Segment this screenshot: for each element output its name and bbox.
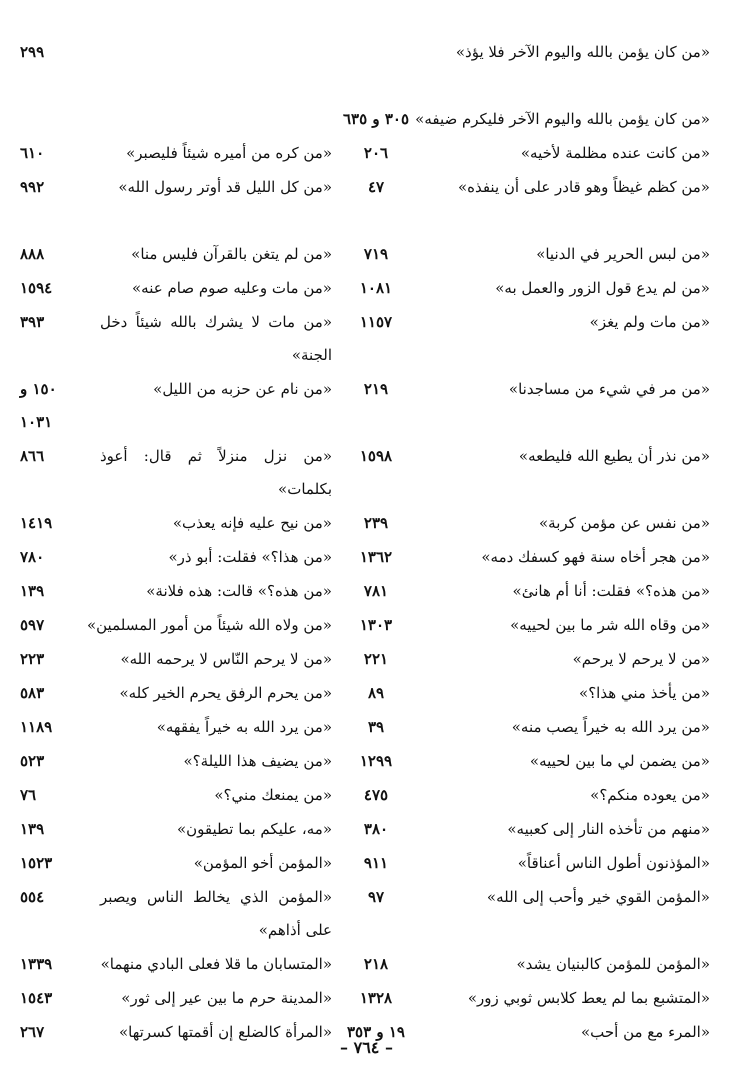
entry-number-left: ١٤١٩ xyxy=(20,514,53,532)
entry-number-left: ٢٦٧ xyxy=(20,1023,45,1041)
entry-number-right: ٤٧ xyxy=(367,178,385,196)
index-row xyxy=(20,131,710,165)
entry-number-left: ٣٩٣ xyxy=(20,313,45,331)
entry-text-left: «من يمنعك مني؟» xyxy=(214,786,332,804)
entry-text-left: «من نيح عليه فإنه يعذب» xyxy=(172,514,332,532)
entry-text-right: «من لبس الحرير في الدنيا» xyxy=(536,245,710,263)
entry-text-left: «من كره من أميره شيئاً فليصبر» xyxy=(126,144,332,162)
entry-text-right: «من مات ولم يغز» xyxy=(589,313,710,331)
index-row xyxy=(20,367,710,434)
entry-text-right: «من وقاه الله شر ما بين لحييه» xyxy=(510,616,710,634)
entry-text-left: «المرأة كالضلع إن أقمتها كسرتها» xyxy=(118,1023,332,1041)
entry-number-right: ١٣٠٣ xyxy=(359,616,393,634)
index-row xyxy=(20,705,710,739)
entry-number-right: ٣٨٠ xyxy=(363,820,389,838)
entry-text-right: «المتشبع بما لم يعط كلابس ثوبي زور» xyxy=(467,989,710,1007)
entry-text-left: «من ولاه الله شيئاً من أمور المسلمين» xyxy=(86,616,332,634)
entry-text-right: «من نفس عن مؤمن كربة» xyxy=(538,514,710,532)
entry-number-left: ١٣٩ xyxy=(20,820,45,838)
entry-text-left: «المؤمن أخو المؤمن» xyxy=(193,854,332,872)
entry-number-right: ٣٩ xyxy=(367,718,385,736)
entry-text-left: «من يحرم الرفق يحرم الخير كله» xyxy=(119,684,332,702)
entry-text-right: «من هذه؟» فقلت: أنا أم هانئ» xyxy=(512,582,710,600)
entry-number-right: ١١٥٧ xyxy=(359,313,393,331)
entry-text-right: «من يأخذ مني هذا؟» xyxy=(579,684,710,702)
entry-text-right: «من يرد الله به خيراً يصب منه» xyxy=(511,718,710,736)
entry-number-left: ٨٨٨ xyxy=(20,245,45,263)
index-row xyxy=(20,976,710,1010)
entry-number-left: ٢٢٣ xyxy=(20,650,45,668)
entry-text-right: «من هجر أخاه سنة فهو كسفك دمه» xyxy=(481,548,710,566)
entry-number-right: ٢٢١ xyxy=(363,650,389,668)
index-row xyxy=(20,165,710,232)
index-row xyxy=(20,603,710,637)
entry-number-right: ٧٨١ xyxy=(363,582,389,600)
index-row xyxy=(20,535,710,569)
entry-text-right: «من يضمن لي ما بين لحييه» xyxy=(529,752,710,770)
entry-number-left: ٥٢٣ xyxy=(20,752,45,770)
entry-text-right: «من كان يؤمن بالله واليوم الآخر فلا يؤذ» xyxy=(455,43,710,61)
index-row xyxy=(20,232,710,266)
entry-text-right: «من لا يرحم لا يرحم» xyxy=(572,650,710,668)
entry-number-right: ١٣٢٨ xyxy=(359,989,393,1007)
entry-number-left: ٧٦ xyxy=(20,786,37,804)
entry-number-left: ٧٨٠ xyxy=(20,548,45,566)
entry-number-right: ١٣٦٢ xyxy=(359,548,393,566)
entry-text-left: «من لا يرحم النّاس لا يرحمه الله» xyxy=(120,650,332,668)
entry-number-right: ٨٩ xyxy=(367,684,385,702)
entry-text-left: «المؤمن الذي يخالط الناس ويصبر على أذاهم» xyxy=(100,888,332,939)
entry-number-right: ١٢٩٩ xyxy=(359,752,393,770)
entry-number-left: ٩٩٢ xyxy=(20,178,45,196)
entry-number-right: ٢٠٦ xyxy=(363,144,389,162)
index-row xyxy=(20,807,710,841)
index-row xyxy=(20,97,710,131)
entry-number-left: ٦١٠ xyxy=(20,144,45,162)
entry-text-right: «من كانت عنده مظلمة لأخيه» xyxy=(520,144,710,162)
entry-number-right: ٤٧٥ xyxy=(363,786,389,804)
entry-number-left: ١١٨٩ xyxy=(20,718,53,736)
entry-number-right: ٧١٩ xyxy=(363,245,389,263)
entry-text-left: «من نام عن حزبه من الليل» xyxy=(153,380,332,398)
index-row xyxy=(20,637,710,671)
entry-text-left: «المتسابان ما قلا فعلى البادي منهما» xyxy=(100,955,332,973)
entry-number-left: ١٥٢٣ xyxy=(20,854,53,872)
index-row xyxy=(20,266,710,300)
entry-text-left: «من يرد الله به خيراً يفقهه» xyxy=(156,718,332,736)
entry-text-right: «من نذر أن يطيع الله فليطعه» xyxy=(518,447,710,465)
entry-text-left: «من مات لا يشرك بالله شيئاً دخل الجنة» xyxy=(100,313,332,364)
entry-text-left: «من هذه؟» قالت: هذه فلانة» xyxy=(146,582,332,600)
entry-text-left: «مه، عليكم بما تطيقون» xyxy=(176,820,332,838)
entry-text-right: «المؤمن القوي خير وأحب إلى الله» xyxy=(486,888,710,906)
entry-number-left: ٥٩٧ xyxy=(20,616,45,634)
entry-number-left: ١٣٩ xyxy=(20,582,45,600)
entry-number-right: ٩١١ xyxy=(363,854,389,872)
entry-number-right: ١٩ و ٣٥٣ xyxy=(347,1023,405,1041)
index-row xyxy=(20,569,710,603)
index-row xyxy=(20,30,710,97)
entry-text-left: «من مات وعليه صوم صام عنه» xyxy=(132,279,332,297)
entry-number-right: ٣٠٥ و ٦٣٥ xyxy=(342,110,410,128)
index-row xyxy=(20,434,710,501)
entry-number-right: ٢١٩ xyxy=(363,380,389,398)
page-number: – ٧٦٤ – xyxy=(340,1038,393,1057)
entry-number-right: ١٠٨١ xyxy=(359,279,393,297)
index-row xyxy=(20,875,710,942)
entry-text-right: «منهم من تأخذه النار إلى كعبيه» xyxy=(507,820,710,838)
entry-number-right: ٢١٨ xyxy=(363,955,389,973)
entry-number-left: ٥٨٣ xyxy=(20,684,45,702)
index-row xyxy=(20,942,710,976)
index-row xyxy=(20,671,710,705)
entry-text-right: «من كان يؤمن بالله واليوم الآخر فليكرم ضيفه» xyxy=(415,110,710,128)
entry-text-left: «من يضيف هذا الليلة؟» xyxy=(183,752,332,770)
entry-text-right: «من يعوده منكم؟» xyxy=(590,786,710,804)
index-row xyxy=(20,739,710,773)
entry-text-right: «المرء مع من أحب» xyxy=(580,1023,710,1041)
entry-text-right: «من لم يدع قول الزور والعمل به» xyxy=(495,279,710,297)
entry-text-right: «من مر في شيء من مساجدنا» xyxy=(508,380,710,398)
entry-number-left: ٨٦٦ xyxy=(20,447,45,465)
entry-text-right: «من كظم غيظاً وهو قادر على أن ينفذه» xyxy=(457,178,710,196)
entry-text-right: «المؤذنون أطول الناس أعناقاً» xyxy=(517,854,710,872)
entry-number-left: ١٣٣٩ xyxy=(20,955,53,973)
entry-number-left: ٢٩٩ xyxy=(20,43,45,61)
index-row xyxy=(20,501,710,535)
entry-number-left: ١٥٩٤ xyxy=(20,279,53,297)
entry-number-left: ٥٥٤ xyxy=(20,888,45,906)
entry-number-left: ١٥٤٣ xyxy=(20,989,53,1007)
index-row xyxy=(20,841,710,875)
entry-text-left: «المدينة حرم ما بين عير إلى ثور» xyxy=(121,989,332,1007)
entry-number-right: ١٥٩٨ xyxy=(359,447,393,465)
entry-number-right: ٢٣٩ xyxy=(363,514,389,532)
index-row xyxy=(20,300,710,367)
entry-text-right: «المؤمن للمؤمن كالبنيان يشد» xyxy=(516,955,710,973)
entry-text-left: «من كل الليل قد أوتر رسول الله» xyxy=(118,178,332,196)
entry-text-left: «من نزل منزلاً ثم قال: أعوذ بكلمات» xyxy=(100,447,332,498)
index-row xyxy=(20,773,710,807)
hadith-index-table xyxy=(20,30,710,1044)
entry-text-left: «من هذا؟» فقلت: أبو ذر» xyxy=(168,548,332,566)
entry-number-right: ٩٧ xyxy=(367,888,385,906)
entry-text-left: «من لم يتغن بالقرآن فليس منا» xyxy=(131,245,332,263)
entry-number-left: ١٥٠ و ١٠٣١ xyxy=(20,380,57,431)
